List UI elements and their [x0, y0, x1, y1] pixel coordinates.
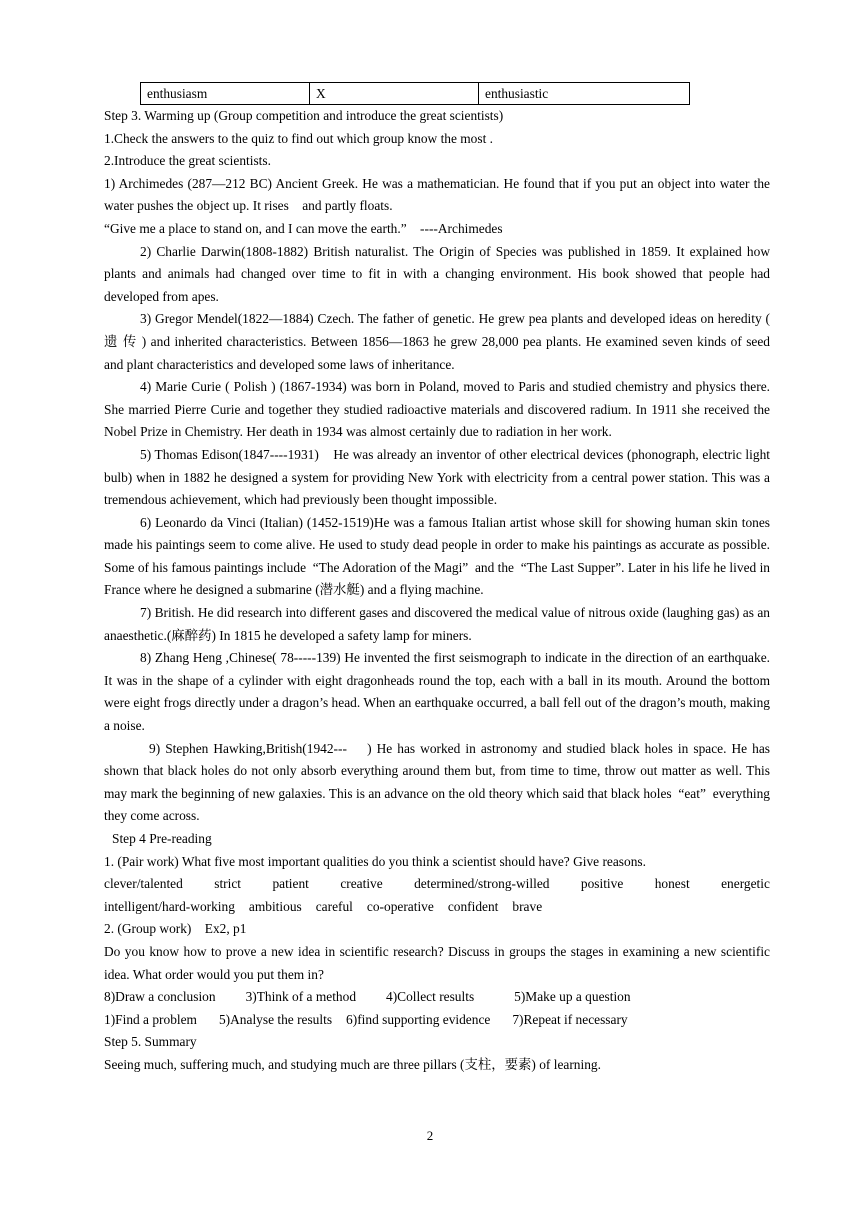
step4-heading: Step 4 Pre-reading	[112, 831, 212, 846]
scientist-zhangheng: 8) Zhang Heng ,Chinese( 78-----139) He invented the first seismograph to indicate in the direction of an earthquake. It was in the shape of a cylinder with eight dragonheads round the top, each with a ball in its mouth. Around the bottom were eight frogs directly under a dragon’s head. When an earthquake occurred, a ball fell out of the dragon’s mouth, making a noise.	[104, 650, 770, 734]
quality-word: strict	[214, 876, 242, 892]
quality-word: confident	[447, 898, 499, 914]
table-cell-verb: X	[310, 83, 479, 105]
stage-item: 7)Repeat if necessary	[512, 1011, 628, 1027]
step4-question2-text: Do you know how to prove a new idea in scientific research? Discuss in groups the stages in examining a new scientific idea. What order would you put them in?	[104, 943, 770, 982]
scientist-davinci: 6) Leonardo da Vinci (Italian) (1452-1519)He was a famous Italian artist whose skill for showing human skin tones made his paintings seem to come alive. He used to study dead people in order to make his paintings as accurate as possible. Some of his famous paintings include “The Adoration of the Magi” and the “The Last Supper”. Later in his life he lived in France where he designed a submarine (潜水艇) and a flying machine.	[104, 514, 770, 598]
step3-item2: 2.Introduce the great scientists.	[104, 153, 271, 169]
table-cell-noun: enthusiasm	[141, 83, 310, 105]
page-number: 2	[426, 1128, 434, 1143]
archimedes-quote: “Give me a place to stand on, and I can move the earth.” ----Archimedes	[104, 220, 503, 236]
table-row	[141, 83, 690, 105]
quality-word: honest	[654, 876, 690, 892]
step5-text: Seeing much, suffering much, and studying much are three pillars (支柱，要素) of learning.	[104, 1056, 601, 1072]
stage-item: 1)Find a problem	[104, 1011, 197, 1027]
word-form-table	[140, 82, 690, 105]
step3-heading: Step 3. Warming up (Group competition and introduce the great scientists)	[104, 108, 504, 123]
quality-word: positive	[580, 876, 624, 892]
stage-item: 5)Analyse the results	[218, 1011, 333, 1027]
quality-word: creative	[340, 876, 383, 892]
table-cell-adjective: enthusiastic	[479, 83, 690, 105]
stages-row-2	[104, 1009, 770, 1032]
quality-word: determined/strong-willed	[414, 876, 550, 892]
scientist-british: 7) British. He did research into different gases and discovered the medical value of nitrous oxide (laughing gas) as an anaesthetic.(麻醉药) In 1815 he developed a safety lamp for miners.	[104, 605, 770, 643]
qualities-row-2	[104, 896, 770, 919]
stage-item: 8)Draw a conclusion	[104, 989, 216, 1005]
step4-question2: 2. (Group work) Ex2, p1	[104, 921, 247, 937]
scientist-darwin: 2) Charlie Darwin(1808-1882) British naturalist. The Origin of Species was published in 1859. It explained how plants and animals had changed over time to fit in with a changing environment. His book showed that people had developed from apes.	[104, 243, 770, 304]
stage-item: 5)Make up a question	[514, 989, 631, 1005]
quality-word: patient	[272, 876, 309, 892]
scientist-edison: 5) Thomas Edison(1847----1931) He was already an inventor of other electrical devices (phonograph, electric light bulb) when in 1882 he designed a system for providing New York with electricity from a central power station. This was a tremendous achievement, which had previously been thought impossible.	[104, 446, 770, 508]
step3-item1: 1.Check the answers to the quiz to find out which group know the most .	[104, 130, 494, 146]
quality-word: careful	[315, 898, 353, 914]
stage-item: 3)Think of a method	[245, 989, 357, 1005]
stages-row-1	[104, 986, 770, 1009]
document-page	[104, 82, 770, 1077]
stage-item: 4)Collect results	[386, 989, 475, 1005]
quality-word: brave	[512, 898, 543, 914]
step4-question1: 1. (Pair work) What five most important qualities do you think a scientist should have? Give reasons.	[104, 853, 646, 869]
quality-word: clever/talented	[104, 876, 183, 892]
scientist-mendel: 3) Gregor Mendel(1822—1884) Czech. The father of genetic. He grew pea plants and developed ideas on heredity ( 遗 传 ) and inherited characteristics. Between 1856—1863 he grew 28,000 pea plants. He examined seven kinds of seed and plant characteristics and developed some laws of inheritance.	[104, 311, 770, 372]
quality-word: ambitious	[248, 898, 302, 914]
scientist-hawking: 9) Stephen Hawking,British(1942--- ) He has worked in astronomy and studied black holes in space. He has shown that black holes do not only absorb everything around them but, from time to time, throw out matter as well. This may mark the beginning of new galaxies. This is an advance on the old theory which said that black holes “eat” everything they come across.	[104, 740, 770, 824]
scientist-archimedes: 1) Archimedes (287—212 BC) Ancient Greek. He was a mathematician. He found that if you put an object into water the water pushes the object up. It rises and partly floats.	[104, 175, 770, 214]
stage-item: 6)find supporting evidence	[346, 1011, 491, 1027]
qualities-row-1	[104, 873, 770, 896]
quality-word: intelligent/hard-working	[104, 898, 235, 914]
quality-word: co-operative	[366, 898, 434, 914]
scientist-curie: 4) Marie Curie ( Polish ) (1867-1934) was born in Poland, moved to Paris and studied chemistry and physics there. She married Pierre Curie and together they studied radioactive materials and discovered radium. In 1911 she received the Nobel Prize in Chemistry. Her death in 1934 was almost certainly due to radiation in her work.	[104, 379, 770, 440]
step5-heading: Step 5. Summary	[104, 1034, 197, 1050]
quality-word: energetic	[721, 876, 770, 892]
